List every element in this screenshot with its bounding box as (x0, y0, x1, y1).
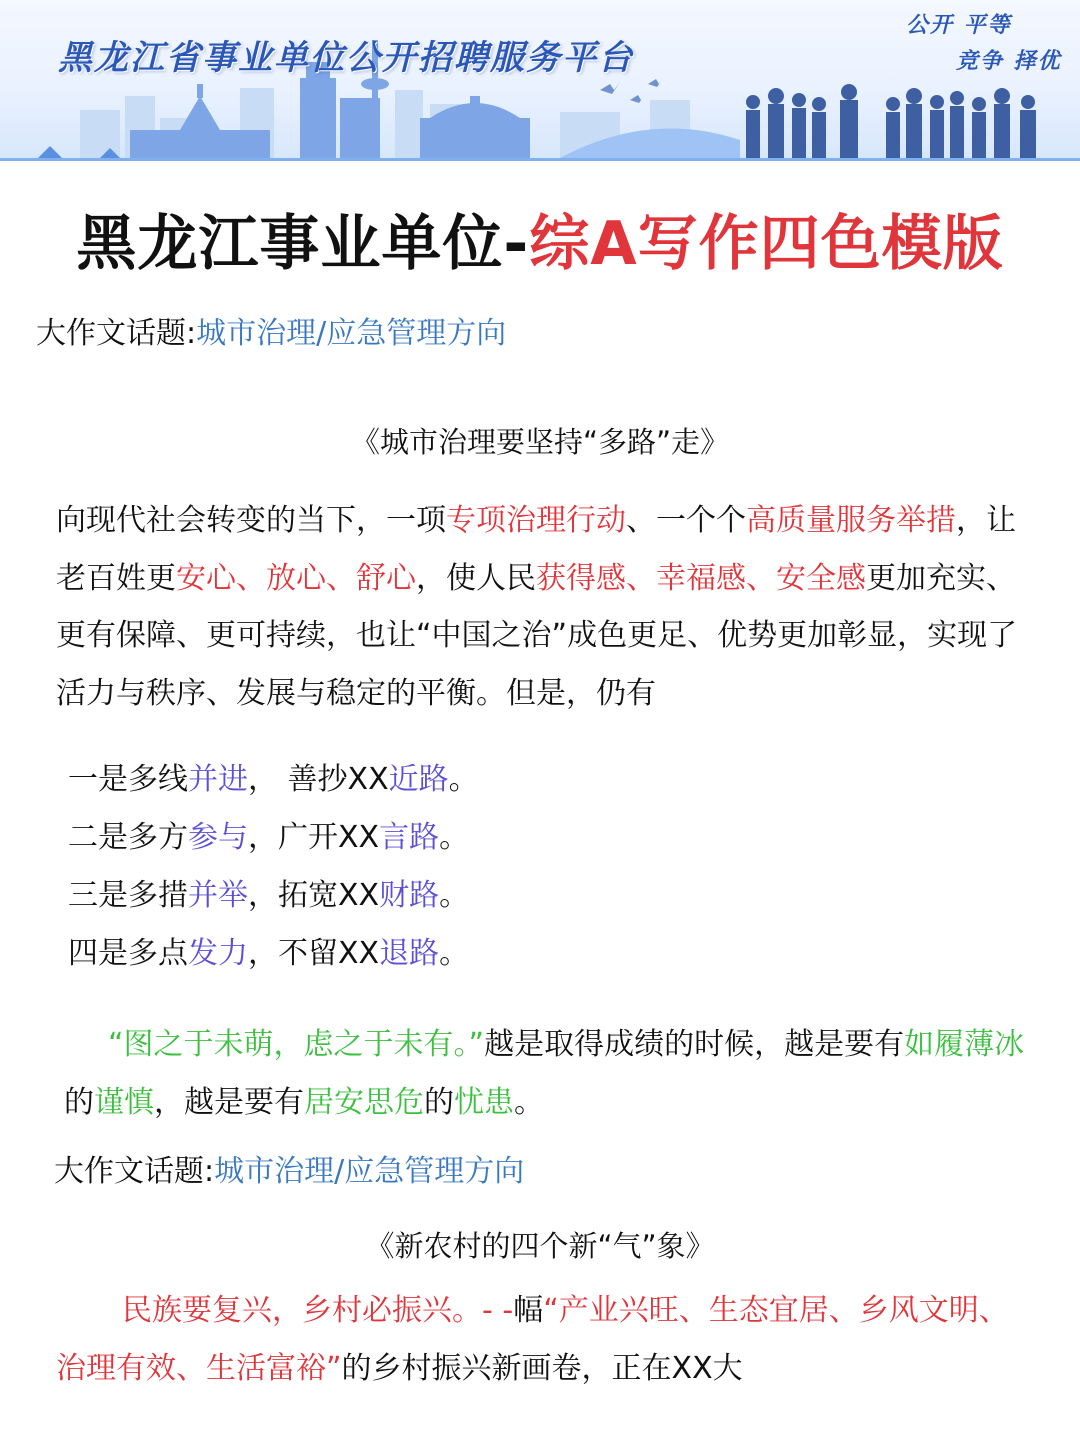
intro-text: 、一个个 (626, 503, 746, 538)
point-3 (68, 876, 469, 916)
quote-text: 越是取得成绩的时候，越是要有 (484, 1027, 905, 1062)
quote-highlight: 如履薄冰 (904, 1027, 1025, 1062)
slogan-line-2: 竞争 择优 (956, 49, 1062, 74)
topic-label: 大作文话题: (54, 1154, 215, 1189)
intro-highlight: “产业兴旺、生态宜居、乡风文明、治理有效、生活富裕” (56, 1293, 1009, 1386)
point-text: 二是多方 (68, 820, 188, 855)
intro-text: 幅 (513, 1293, 544, 1328)
point-text: 。 (439, 820, 470, 855)
essay-2-title: 《新农村的四个新“气”象》 (365, 1229, 715, 1263)
topic-value: 城市治理/应急管理方向 (196, 316, 507, 351)
quote-highlight: “图之于未萌，虑之于未有。” (108, 1027, 485, 1062)
point-keyword: 并进 (188, 762, 248, 797)
intro-text: 的乡村振兴新画卷，正在XX大 (341, 1350, 743, 1386)
point-text: 。 (448, 762, 479, 797)
point-keyword: 近路 (388, 762, 449, 797)
intro-text: ，使人民 (416, 560, 536, 596)
point-keyword: 言路 (379, 820, 440, 855)
topic-label: 大作文话题: (36, 316, 197, 351)
point-text: ，不留XX (248, 936, 380, 971)
intro-text: 向现代社会转变的当下，一项 (56, 503, 446, 538)
essay-topic-1 (36, 308, 506, 352)
quote-text: 的 (64, 1084, 94, 1120)
essay-1-quote (64, 1016, 1044, 1131)
point-keyword: 退路 (379, 936, 440, 971)
intro-highlight: 民族要复兴，乡村必振兴。- - (122, 1293, 514, 1328)
intro-highlight: 获得感、幸福感、安全感 (536, 560, 866, 596)
point-keyword: 发力 (188, 936, 248, 971)
point-text: ，广开XX (248, 820, 380, 855)
quote-text: 。 (514, 1084, 544, 1120)
quote-highlight: 居安思危 (304, 1084, 424, 1120)
intro-text: 更加充实、更有保障、更可持续，也让“中国之治”成色更足、优势更加彰显，实现了活力与秩序、发展与稳定的平衡。但是，仍有 (56, 560, 1018, 711)
point-1 (68, 760, 479, 800)
quote-text: ，越是要有 (154, 1084, 304, 1120)
point-text: 。 (439, 936, 470, 971)
intro-highlight: 专项治理行动 (446, 503, 626, 538)
slogan-line-1: 公开 平等 (906, 13, 1012, 38)
platform-title: 黑龙江省事业单位公开招聘服务平台 (58, 38, 634, 78)
point-text: 四是多点 (68, 936, 188, 971)
point-text: 。 (439, 878, 470, 913)
point-text: ，拓宽XX (248, 878, 380, 913)
point-keyword: 并举 (188, 878, 248, 913)
point-keyword: 参与 (188, 820, 248, 855)
point-4 (68, 934, 469, 974)
essay-topic-2 (54, 1146, 524, 1190)
essay-1-title: 《城市治理要坚持“多路”走》 (350, 425, 730, 459)
page-title-part-2: 综A写作四色模版 (529, 209, 1004, 279)
essay-2-intro (56, 1282, 1036, 1397)
point-2 (68, 818, 469, 858)
quote-highlight: 谨慎 (94, 1084, 154, 1120)
page-title-part-1: 黑龙江事业单位- (76, 209, 530, 279)
essay-1-intro (56, 492, 1036, 722)
point-text: 一是多线 (68, 762, 188, 797)
header-banner (0, 0, 1080, 161)
quote-text: 的 (424, 1084, 454, 1120)
point-keyword: 财路 (379, 878, 440, 913)
page-title (0, 196, 1080, 282)
point-text: ， 善抄XX (248, 762, 389, 797)
quote-highlight: 忧患 (454, 1084, 514, 1120)
point-text: 三是多措 (68, 878, 188, 913)
intro-highlight: 高质量服务举措 (746, 503, 956, 538)
intro-highlight: 安心、放心、舒心 (176, 560, 416, 596)
topic-value: 城市治理/应急管理方向 (214, 1154, 525, 1189)
intro-text: ，让老百姓更 (56, 503, 1016, 596)
